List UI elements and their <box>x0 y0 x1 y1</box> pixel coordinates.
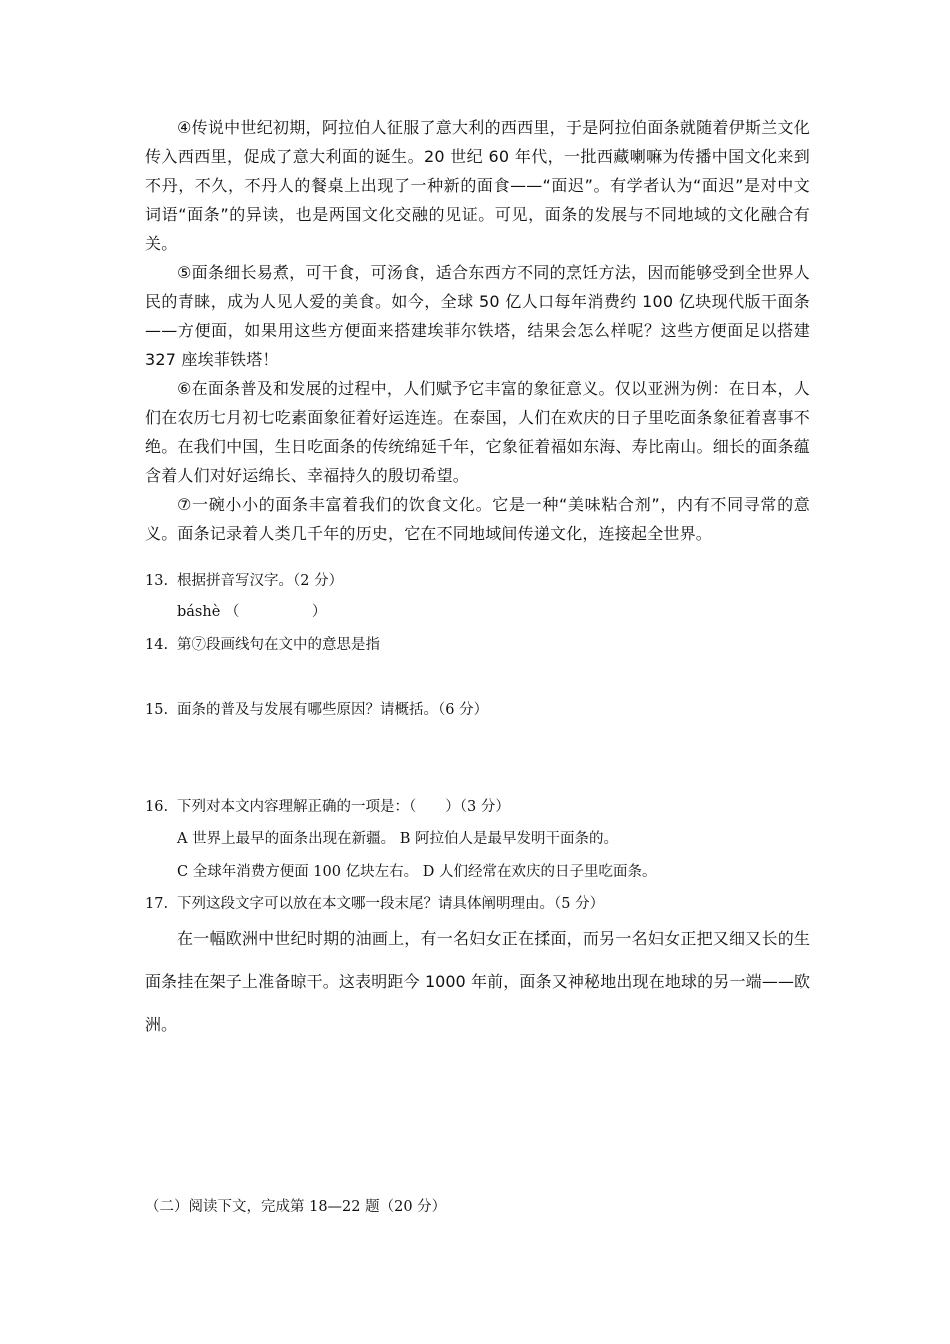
paragraph-6: ⑥在面条普及和发展的过程中，人们赋予它丰富的象征意义。仅以亚洲为例：在日本，人们在农历七月初七吃素面象征着好运连连。在泰国，人们在欢庆的日子里吃面条象征着喜事不绝。在我们中国，生日吃面条的传统绵延千年，它象征着福如东海、寿比南山。细长的面条蕴含着人们对好运绵长、幸福持久的殷切希望。 <box>145 379 810 485</box>
question-number: 14. <box>145 637 169 653</box>
question-13 <box>145 571 343 591</box>
question-14 <box>145 635 380 655</box>
question-text: 根据拼音写汉字。（2 分） <box>177 573 344 589</box>
question-16-options-cd: C 全球年消费方便面 100 亿块左右。 D 人们经常在欢庆的日子里吃面条。 <box>177 864 657 880</box>
question-number: 13. <box>145 573 169 589</box>
question-16-options-ab: A 世界上最早的面条出现在新疆。 B 阿拉伯人是最早发明干面条的。 <box>177 831 618 847</box>
question-number: 15. <box>145 702 169 718</box>
paragraph-5: ⑤面条细长易煮，可干食，可汤食，适合东西方不同的烹饪方法，因而能够受到全世界人民的青睐，成为人见人爱的美食。如今，全球 50 亿人口每年消费约 100 亿块现代版干面条——方便面，如果用这些方便面来搭建埃菲尔铁塔，结果会怎么样呢？这些方便面足以搭建 327 座埃菲铁塔！ <box>145 263 810 369</box>
question-number: 17. <box>145 896 169 912</box>
question-15 <box>145 700 488 720</box>
question-16 <box>145 797 510 817</box>
question-text: 下列这段文字可以放在本文哪一段末尾？请具体阐明理由。（5 分） <box>177 896 605 912</box>
paragraph-4: ④传说中世纪初期，阿拉伯人征服了意大利的西西里，于是阿拉伯面条就随着伊斯兰文化传入西西里，促成了意大利面的诞生。20 世纪 60 年代，一批西藏喇嘛为传播中国文化来到不丹，不久，不丹人的餐桌上出现了一种新的面食——“面迟”。有学者认为“面迟”是对中文词语“面条”的异读，也是两国文化交融的见证。可见，面条的发展与不同地域的文化融合有关。 <box>145 118 810 253</box>
section-2-heading: （二）阅读下文，完成第 18—22 题（20 分） <box>145 1199 447 1215</box>
question-text: 下列对本文内容理解正确的一项是：（ ）（3 分） <box>177 799 510 815</box>
paragraph-7: ⑦一碗小小的面条丰富着我们的饮食文化。它是一种“美味粘合剂”，内有不同寻常的意义。面条记录着人类几千年的历史，它在不同地域间传递文化，连接起全世界。 <box>145 495 810 543</box>
question-13-pinyin: báshè （ ） <box>177 604 327 620</box>
question-number: 16. <box>145 799 169 815</box>
question-text: 面条的普及与发展有哪些原因？请概括。（6 分） <box>177 702 489 718</box>
question-17-passage: 在一幅欧洲中世纪时期的油画上，有一名妇女正在揉面，而另一名妇女正把又细又长的生面条挂在架子上准备晾干。这表明距今 1000 年前，面条又神秘地出现在地球的另一端——欧洲。 <box>145 929 810 1034</box>
question-text: 第⑦段画线句在文中的意思是指 <box>177 637 380 653</box>
question-17 <box>145 894 604 914</box>
